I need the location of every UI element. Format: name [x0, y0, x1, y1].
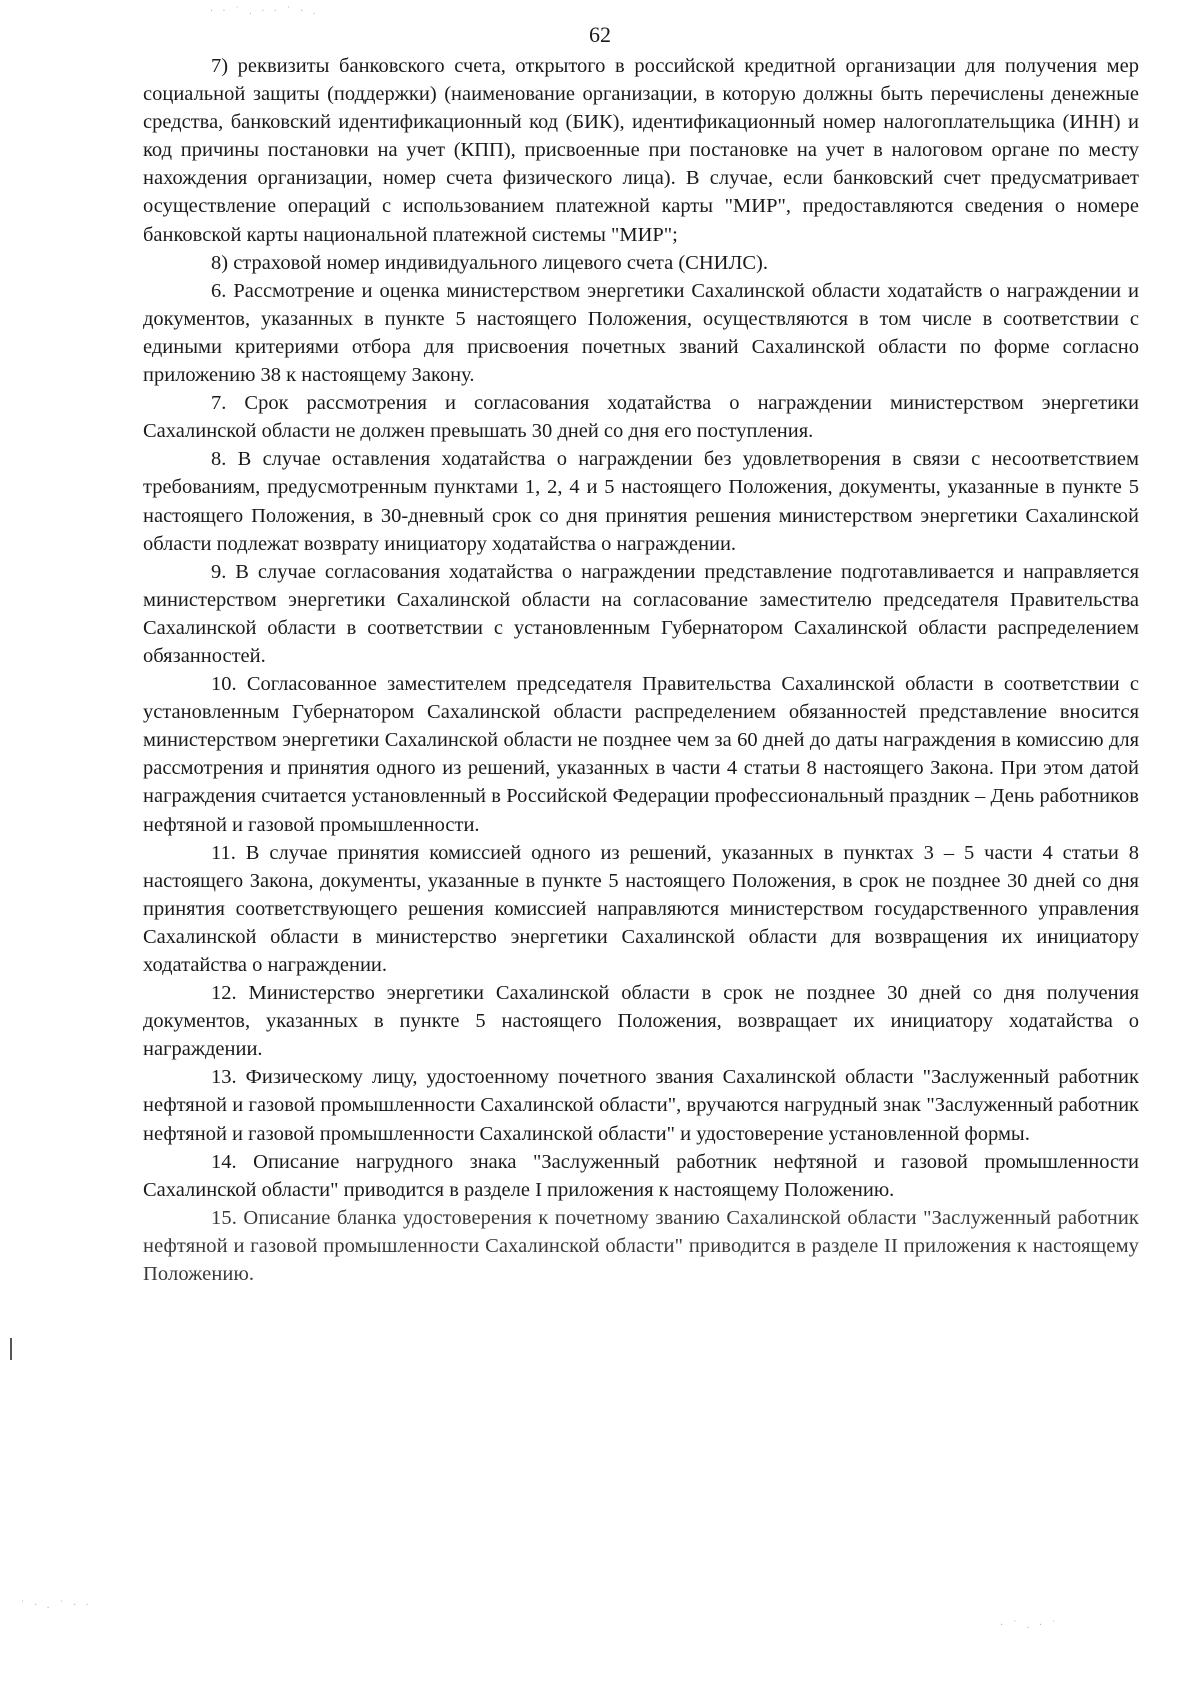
paragraph-8: 8. В случае оставления ходатайства о награждении без удовлетворения в связи с несоответствием требованиям, предусмотренным пунктами 1, 2, 4 и 5 настоящего Положения, документы, указанные в пункте 5 настоящего Положения, в 30-дневный срок со дня принятия решения министерством энергетики Сахалинской области подлежат возврату инициатору ходатайства о награждении.: [143, 448, 1139, 555]
scan-noise-bottom-right: · ˙ . · ˙: [1000, 1620, 1060, 1631]
paragraph-7: 7. Срок рассмотрения и согласования ходатайства о награждении министерством энергетики Сахалинской области не должен превышать 30 дней со дня его поступления.: [143, 392, 1139, 443]
paragraph-15: 15. Описание бланка удостоверения к почетному званию Сахалинской области "Заслуженный работник нефтяной и газовой промышленности Сахалинской области" приводится в разделе II приложения к настоящему Положению.: [143, 1206, 1139, 1286]
paragraph-9: 9. В случае согласования ходатайства о награждении представление подготавливается и направляется министерством энергетики Сахалинской области на согласование заместителю председателя Правительства Сахалинской области в соответствии с установленным Губернатором Сахалинской области распределением обязанностей.: [143, 560, 1139, 667]
paragraph-12: 12. Министерство энергетики Сахалинской области в срок не позднее 30 дней со дня получения документов, указанных в пункте 5 настоящего Положения, возвращает их инициатору ходатайства о награждении.: [143, 982, 1139, 1061]
paragraph-14: 14. Описание нагрудного знака "Заслуженный работник нефтяной и газовой промышленности Сахалинской области" приводится в разделе I приложения к настоящему Положению.: [143, 1150, 1139, 1201]
paragraph-item-7: 7) реквизиты банковского счета, открытого в российской кредитной организации для получения мер социальной защиты (поддержки) (наименование организации, в которую должны быть перечислены денежные средства, банковский идентификационный код (БИК), идентификационный номер налогоплательщика (ИНН) и код причины постановки на учет (КПП), присвоенные при постановке на учет в налоговом органе по месту нахождения организации, номер счета физического лица). В случае, если банковский счет предусматривает осуществление операций с использованием платежной карты "МИР", предоставляются сведения о номере банковской карты национальной платежной системы "МИР";: [143, 55, 1139, 246]
document-body: [143, 52, 1139, 1288]
paragraph-13: 13. Физическому лицу, удостоенному почетного звания Сахалинской области "Заслуженный работник нефтяной и газовой промышленности Сахалинской области", вручаются нагрудный знак "Заслуженный работник нефтяной и газовой промышленности Сахалинской области" и удостоверение установленной формы.: [143, 1066, 1139, 1145]
scan-margin-mark: [10, 1338, 12, 1360]
paragraph-11: 11. В случае принятия комиссией одного из решений, указанных в пунктах 3 – 5 части 4 статьи 8 настоящего Закона, документы, указанные в пункте 5 настоящего Положения, в срок не позднее 30 дней со дня принятия соответствующего решения комиссией направляются министерством государственного управления Сахалинской области в министерство энергетики Сахалинской области для возвращения их инициатору ходатайства о награждении.: [143, 841, 1139, 976]
scan-noise-top: · · ˙ . · · ˙ · .: [210, 6, 319, 17]
paragraph-item-8: 8) страховой номер индивидуального лицевого счета (СНИЛС).: [211, 251, 768, 274]
scan-noise-bottom-left: ˙ · . ˙ · ·: [20, 1600, 92, 1611]
paragraph-10: 10. Согласованное заместителем председателя Правительства Сахалинской области в соответствии с установленным Губернатором Сахалинской области распределением обязанностей представление вносится министерством энергетики Сахалинской области не позднее чем за 60 дней до даты награждения в комиссию для рассмотрения и принятия одного из решений, указанных в части 4 статьи 8 настоящего Закона. При этом датой награждения считается установленный в Российской Федерации профессиональный праздник – День работников нефтяной и газовой промышленности.: [143, 673, 1139, 836]
paragraph-6: 6. Рассмотрение и оценка министерством энергетики Сахалинской области ходатайств о награждении и документов, указанных в пункте 5 настоящего Положения, осуществляются в том числе в соответствии с едиными критериями отбора для присвоения почетных званий Сахалинской области по форме согласно приложению 38 к настоящему Закону.: [143, 279, 1139, 387]
page-number: 62: [589, 22, 611, 47]
